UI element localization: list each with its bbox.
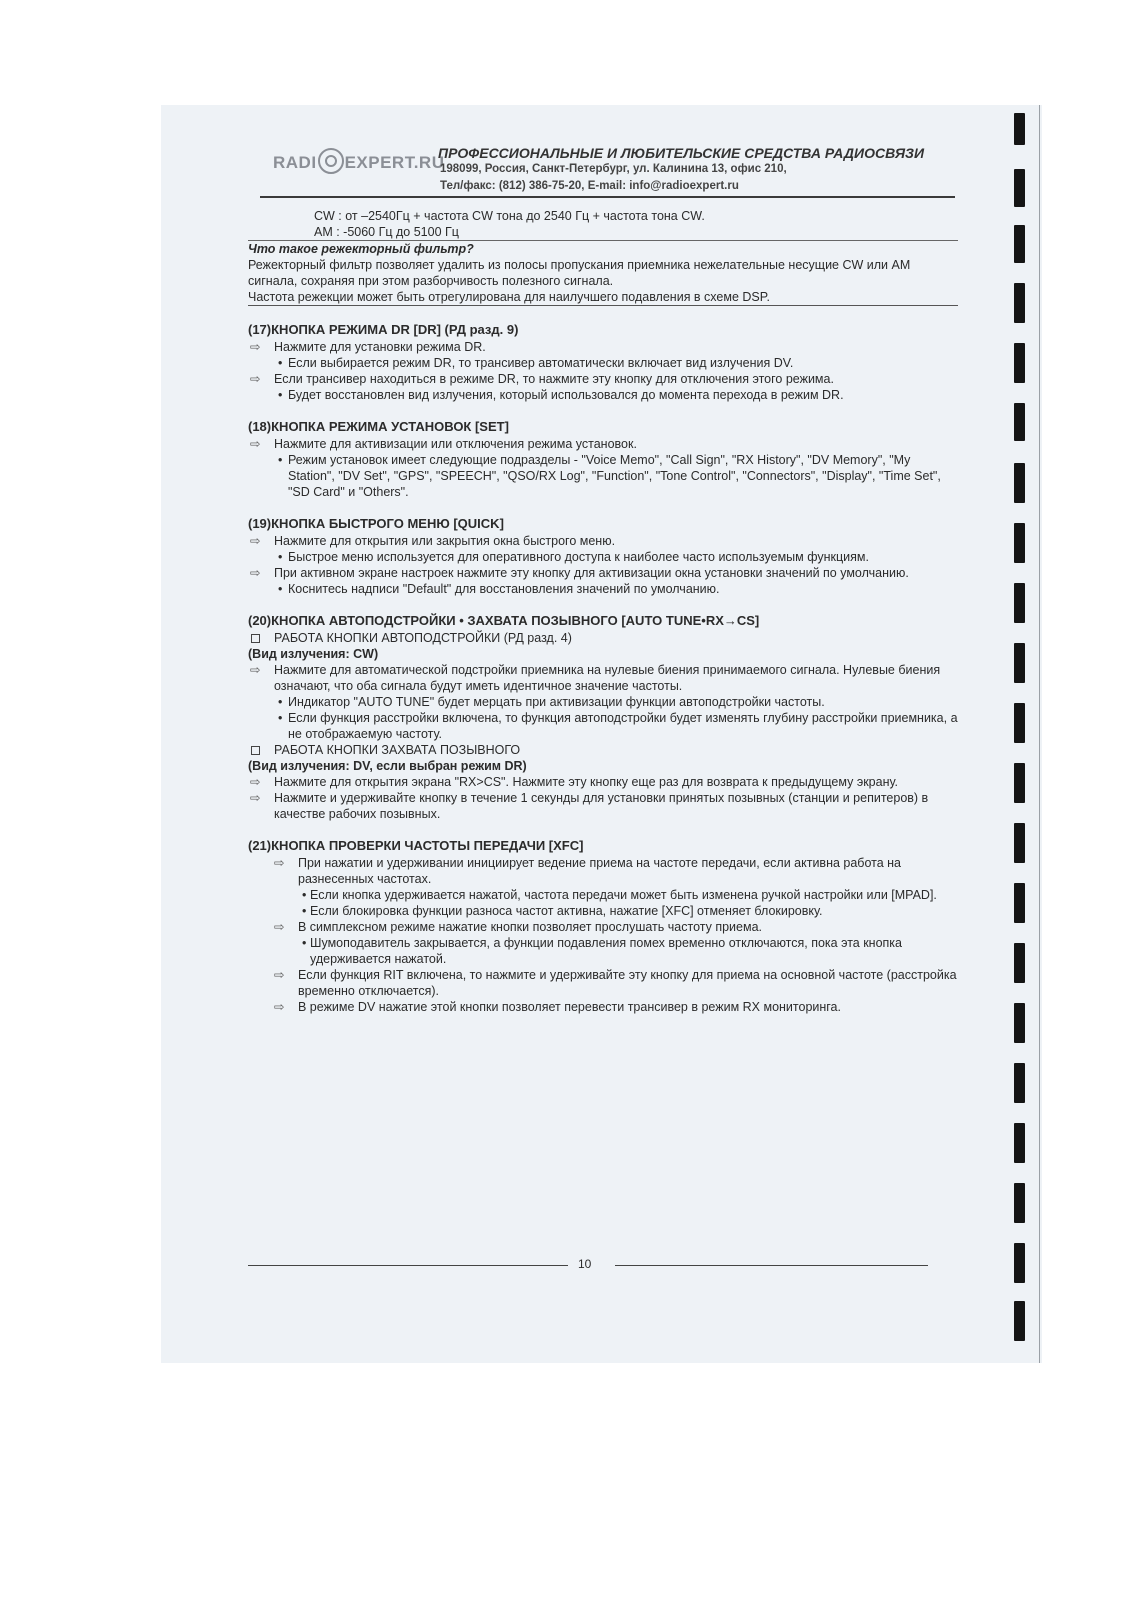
letterhead-title: ПРОФЕССИОНАЛЬНЫЕ И ЛЮБИТЕЛЬСКИЕ СРЕДСТВА РАДИОСВЯЗИ	[438, 145, 925, 161]
binding-mark	[1014, 703, 1025, 743]
item-text: Нажмите для открытия или закрытия окна быстрого меню.	[274, 534, 616, 548]
arrow-icon: ⇨	[250, 340, 261, 354]
arrow-icon: ⇨	[250, 437, 261, 451]
item-text: При активном экране настроек нажмите эту кнопку для активизации окна установки значений по умолчанию.	[274, 566, 909, 580]
arrow-icon: ⇨	[250, 775, 261, 789]
section-xfc	[248, 838, 958, 1015]
item-text: Если функция расстройки включена, то функция автоподстройки будет изменять глубину расстройки приемника, а не отображаемую частоту.	[288, 711, 958, 741]
page-number: 10	[578, 1257, 592, 1271]
arrow-icon: ⇨	[250, 663, 261, 677]
logo-text-right: EXPERT.RU	[344, 153, 445, 172]
list-subitem	[248, 694, 958, 710]
list-item	[248, 533, 958, 549]
item-text: Коснитесь надписи "Default" для восстановления значений по умолчанию.	[288, 582, 720, 596]
page-footer	[248, 1257, 928, 1277]
emission-mode-label: (Вид излучения: CW)	[248, 647, 379, 661]
list-item	[248, 790, 958, 822]
page-content	[248, 140, 958, 1015]
binding-mark	[1014, 583, 1025, 623]
list-subitem	[248, 549, 958, 565]
list-item	[248, 339, 958, 355]
binding-marks	[1012, 105, 1042, 1363]
am-range-text: AM : -5060 Гц до 5100 Гц	[314, 225, 459, 239]
binding-mark	[1014, 403, 1025, 441]
arrow-icon: ⇨	[250, 534, 261, 548]
binding-mark	[1014, 883, 1025, 923]
section-auto-tune	[248, 613, 958, 822]
item-text: Если функция RIT включена, то нажмите и удерживайте эту кнопку для приема на основной частоте (расстройка временно отключается).	[298, 968, 957, 998]
page-edge	[1039, 105, 1040, 1363]
list-item	[248, 919, 958, 935]
item-text: Нажмите для активизации или отключения режима установок.	[274, 437, 637, 451]
list-item	[248, 565, 958, 581]
list-subitem	[248, 935, 958, 967]
cw-range-text: CW : от –2540Гц + частота CW тона до 2540 Гц + частота тона CW.	[314, 209, 705, 223]
list-item	[248, 371, 958, 387]
binding-mark	[1014, 283, 1025, 323]
item-text: Если выбирается режим DR, то трансивер автоматически включает вид излучения DV.	[288, 356, 794, 370]
arrow-icon: ⇨	[274, 856, 285, 870]
header-divider	[260, 196, 955, 198]
section-dr	[248, 322, 958, 403]
item-text: Быстрое меню используется для оперативного доступа к наиболее часто используемым функциям.	[288, 550, 869, 564]
binding-mark	[1014, 1063, 1025, 1103]
binding-mark	[1014, 1123, 1025, 1163]
list-subitem	[248, 903, 958, 919]
binding-mark	[1014, 643, 1025, 683]
binding-mark	[1014, 1243, 1025, 1283]
bullet-icon: •	[278, 711, 283, 725]
binding-mark	[1014, 523, 1025, 563]
section-title: (19)КНОПКА БЫСТРОГО МЕНЮ [QUICK]	[248, 516, 504, 531]
list-item	[248, 855, 958, 887]
item-text: Нажмите для открытия экрана "RX>CS". Нажмите эту кнопку еще раз для возврата к предыдущему экрану.	[274, 775, 898, 789]
list-subitem	[248, 452, 958, 500]
section-title: (18)КНОПКА РЕЖИМА УСТАНОВОК [SET]	[248, 419, 509, 434]
item-text: Нажмите для автоматической подстройки приемника на нулевые биения принимаемого сигнала. Нулевые биения означают, что оба сигнала будут иметь идентичное значение частоты.	[274, 663, 941, 693]
binding-mark	[1014, 763, 1025, 803]
bullet-icon: •	[278, 453, 283, 467]
item-text: Нажмите для установки режима DR.	[274, 340, 486, 354]
footer-rule	[248, 1265, 568, 1266]
bullet-icon: •	[302, 888, 307, 902]
item-text: Если трансивер находиться в режиме DR, то нажмите эту кнопку для отключения этого режима.	[274, 372, 834, 386]
letterhead-contacts: Тел/факс: (812) 386-75-20, E-mail: info@radioexpert.ru	[440, 180, 739, 192]
section-set	[248, 419, 958, 500]
list-item	[248, 662, 958, 694]
binding-mark	[1014, 343, 1025, 383]
list-item	[248, 999, 958, 1015]
logo-text-left: RADI	[273, 153, 317, 172]
notch-question: Что такое режекторный фильтр?	[248, 240, 958, 257]
list-subitem	[248, 387, 958, 403]
globe-icon	[318, 148, 344, 174]
letterhead-address: 198099, Россия, Санкт-Петербург, ул. Калинина 13, офис 210,	[440, 163, 787, 175]
list-subitem	[248, 710, 958, 742]
checkbox-square-icon	[251, 634, 260, 643]
emission-mode-label: (Вид излучения: DV, если выбран режим DR)	[248, 759, 527, 773]
notch-paragraph: Частота режекции может быть отрегулирована для наилучшего подавления в схеме DSP.	[248, 290, 770, 304]
section-title: (20)КНОПКА АВТОПОДСТРОЙКИ • ЗАХВАТА ПОЗЫВНОГО [AUTO TUNE•RX→CS]	[248, 613, 760, 628]
bullet-icon: •	[278, 582, 283, 596]
item-text: В симплексном режиме нажатие кнопки позволяет прослушать частоту приема.	[298, 920, 763, 934]
bullet-icon: •	[278, 356, 283, 370]
binding-mark	[1014, 1003, 1025, 1043]
item-text: Режим установок имеет следующие подразделы - "Voice Memo", "Call Sign", "RX History", "DV Memory", "My Station", "DV Set", "GPS", "SPEECH", "QSO/RX Log", "Function", "Tone Control", "Connectors", "Display", "Time Set", "SD Card" и "Others".	[288, 453, 941, 499]
bullet-icon: •	[278, 695, 283, 709]
item-text: Если кнопка удерживается нажатой, частота передачи может быть изменена ручкой настройки или [MPAD].	[310, 888, 937, 902]
item-text: Будет восстановлен вид излучения, который использовался до момента перехода в режим DR.	[288, 388, 844, 402]
item-text: В режиме DV нажатие этой кнопки позволяет перевести трансивер в режим RX мониторинга.	[298, 1000, 841, 1014]
checkbox-square-icon	[251, 746, 260, 755]
footer-rule	[615, 1265, 928, 1266]
binding-mark	[1014, 113, 1025, 145]
list-subitem	[248, 581, 958, 597]
binding-mark	[1014, 943, 1025, 983]
item-text: Индикатор "AUTO TUNE" будет мерцать при активизации функции автоподстройки частоты.	[288, 695, 825, 709]
notch-paragraph: Режекторный фильтр позволяет удалить из полосы пропускания приемника нежелательные несущие CW или AM сигнала, сохраняя при этом разборчивость полезного сигнала.	[248, 258, 911, 288]
letterhead-text	[438, 145, 924, 195]
item-text: При нажатии и удерживании инициирует ведение приема на частоте передачи, если активна работа на разнесенных частотах.	[298, 856, 901, 886]
item-text: Нажмите и удерживайте кнопку в течение 1 секунды для установки принятых позывных (станции и репитеров) в качестве рабочих позывных.	[274, 791, 929, 821]
item-text: РАБОТА КНОПКИ АВТОПОДСТРОЙКИ (РД разд. 4)	[274, 631, 572, 645]
list-subitem	[248, 887, 958, 903]
binding-mark	[1014, 225, 1025, 263]
company-logo	[273, 148, 444, 174]
bullet-icon: •	[278, 550, 283, 564]
section-title: (17)КНОПКА РЕЖИМА DR [DR] (РД разд. 9)	[248, 322, 519, 337]
list-item	[248, 436, 958, 452]
binding-mark	[1014, 463, 1025, 503]
list-item	[248, 967, 958, 999]
notch-filter-box	[248, 208, 958, 306]
bullet-icon: •	[302, 904, 307, 918]
subheading	[248, 630, 958, 646]
arrow-icon: ⇨	[274, 920, 285, 934]
binding-mark	[1014, 169, 1025, 207]
section-quick	[248, 516, 958, 597]
arrow-icon: ⇨	[250, 791, 261, 805]
arrow-icon: ⇨	[250, 566, 261, 580]
binding-mark	[1014, 1301, 1025, 1341]
item-text: Шумоподавитель закрывается, а функции подавления помех временно отключаются, пока эта кнопка удерживается нажатой.	[310, 936, 903, 966]
list-item	[248, 774, 958, 790]
item-text: Если блокировка функции разноса частот активна, нажатие [XFC] отменяет блокировку.	[310, 904, 823, 918]
arrow-icon: ⇨	[274, 1000, 285, 1014]
letterhead	[248, 140, 958, 198]
binding-mark	[1014, 1183, 1025, 1223]
section-title: (21)КНОПКА ПРОВЕРКИ ЧАСТОТЫ ПЕРЕДАЧИ [XFC]	[248, 838, 584, 853]
list-subitem	[248, 355, 958, 371]
arrow-icon: ⇨	[274, 968, 285, 982]
bullet-icon: •	[302, 936, 307, 950]
arrow-icon: ⇨	[250, 372, 261, 386]
binding-mark	[1014, 823, 1025, 863]
item-text: РАБОТА КНОПКИ ЗАХВАТА ПОЗЫВНОГО	[274, 743, 521, 757]
bullet-icon: •	[278, 388, 283, 402]
subheading	[248, 742, 958, 758]
